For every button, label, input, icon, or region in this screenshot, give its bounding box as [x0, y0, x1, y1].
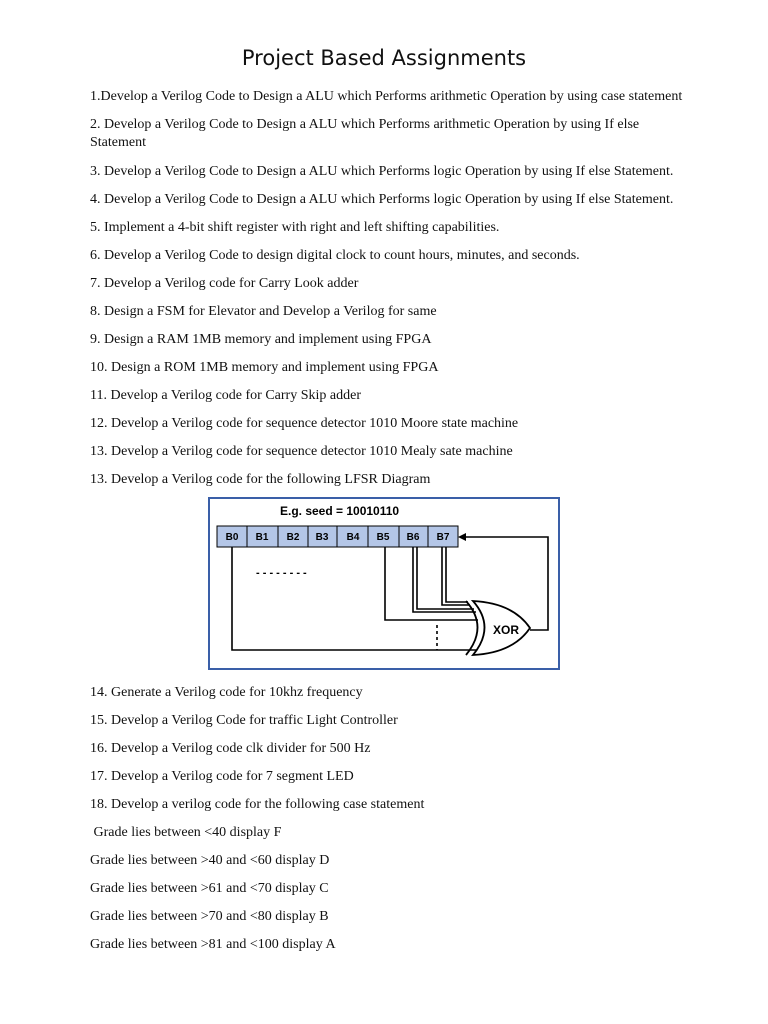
list-item: 10. Design a ROM 1MB memory and implement using FPGA — [90, 360, 439, 375]
list-item: 8. Design a FSM for Elevator and Develop a Verilog for same — [90, 304, 437, 319]
list-item: 17. Develop a Verilog code for 7 segment LED — [90, 769, 354, 784]
seed-label: E.g. seed = 10010110 — [280, 504, 400, 518]
bit-label: B0 — [225, 532, 239, 543]
list-item: 16. Develop a Verilog code clk divider for 500 Hz — [90, 741, 371, 756]
list-item: 1.Develop a Verilog Code to Design a ALU which Performs arithmetic Operation by using case statement — [90, 89, 683, 104]
bit-label: B7 — [436, 532, 450, 543]
list-item: 3. Develop a Verilog Code to Design a ALU which Performs logic Operation by using If else Statement. — [90, 164, 674, 179]
shift-register — [217, 526, 458, 547]
bit-label: B5 — [376, 532, 390, 543]
list-item: 13. Develop a Verilog code for the following LFSR Diagram — [90, 472, 431, 487]
lfsr-diagram — [208, 497, 560, 670]
list-item: Grade lies between >81 and <100 display A — [90, 937, 336, 952]
bit-label: B1 — [255, 532, 269, 543]
list-item: Grade lies between >40 and <60 display D — [90, 853, 330, 868]
bit-label: B6 — [406, 532, 420, 543]
list-item: 7. Develop a Verilog code for Carry Look adder — [90, 276, 359, 291]
list-item: 12. Develop a Verilog code for sequence detector 1010 Moore state machine — [90, 416, 519, 431]
dashes: - - - - - - - - — [256, 567, 307, 579]
list-item: Grade lies between >61 and <70 display C — [90, 881, 329, 896]
list-item: 4. Develop a Verilog Code to Design a ALU which Performs logic Operation by using If else Statement. — [90, 192, 674, 207]
bit-label: B4 — [346, 532, 360, 543]
list-item: 9. Design a RAM 1MB memory and implement using FPGA — [90, 332, 432, 347]
list-item: 13. Develop a Verilog code for sequence detector 1010 Mealy sate machine — [90, 444, 513, 459]
list-item: 18. Develop a verilog code for the following case statement — [90, 797, 425, 812]
list-item: 11. Develop a Verilog code for Carry Skip adder — [90, 388, 361, 403]
bit-label: B3 — [315, 532, 329, 543]
list-item: 14. Generate a Verilog code for 10khz frequency — [90, 685, 363, 700]
list-item: 2. Develop a Verilog Code to Design a ALU which Performs arithmetic Operation by using If else Statement — [90, 117, 640, 150]
bit-label: B2 — [286, 532, 300, 543]
page-title: Project Based Assignments — [241, 46, 527, 70]
list-item: Grade lies between <40 display F — [90, 825, 282, 840]
list-item: Grade lies between >70 and <80 display B — [90, 909, 329, 924]
gate-label: XOR — [493, 623, 520, 637]
list-item: 6. Develop a Verilog Code to design digital clock to count hours, minutes, and seconds. — [90, 248, 580, 263]
list-item: 5. Implement a 4-bit shift register with right and left shifting capabilities. — [90, 220, 500, 235]
list-item: 15. Develop a Verilog Code for traffic Light Controller — [90, 713, 398, 728]
